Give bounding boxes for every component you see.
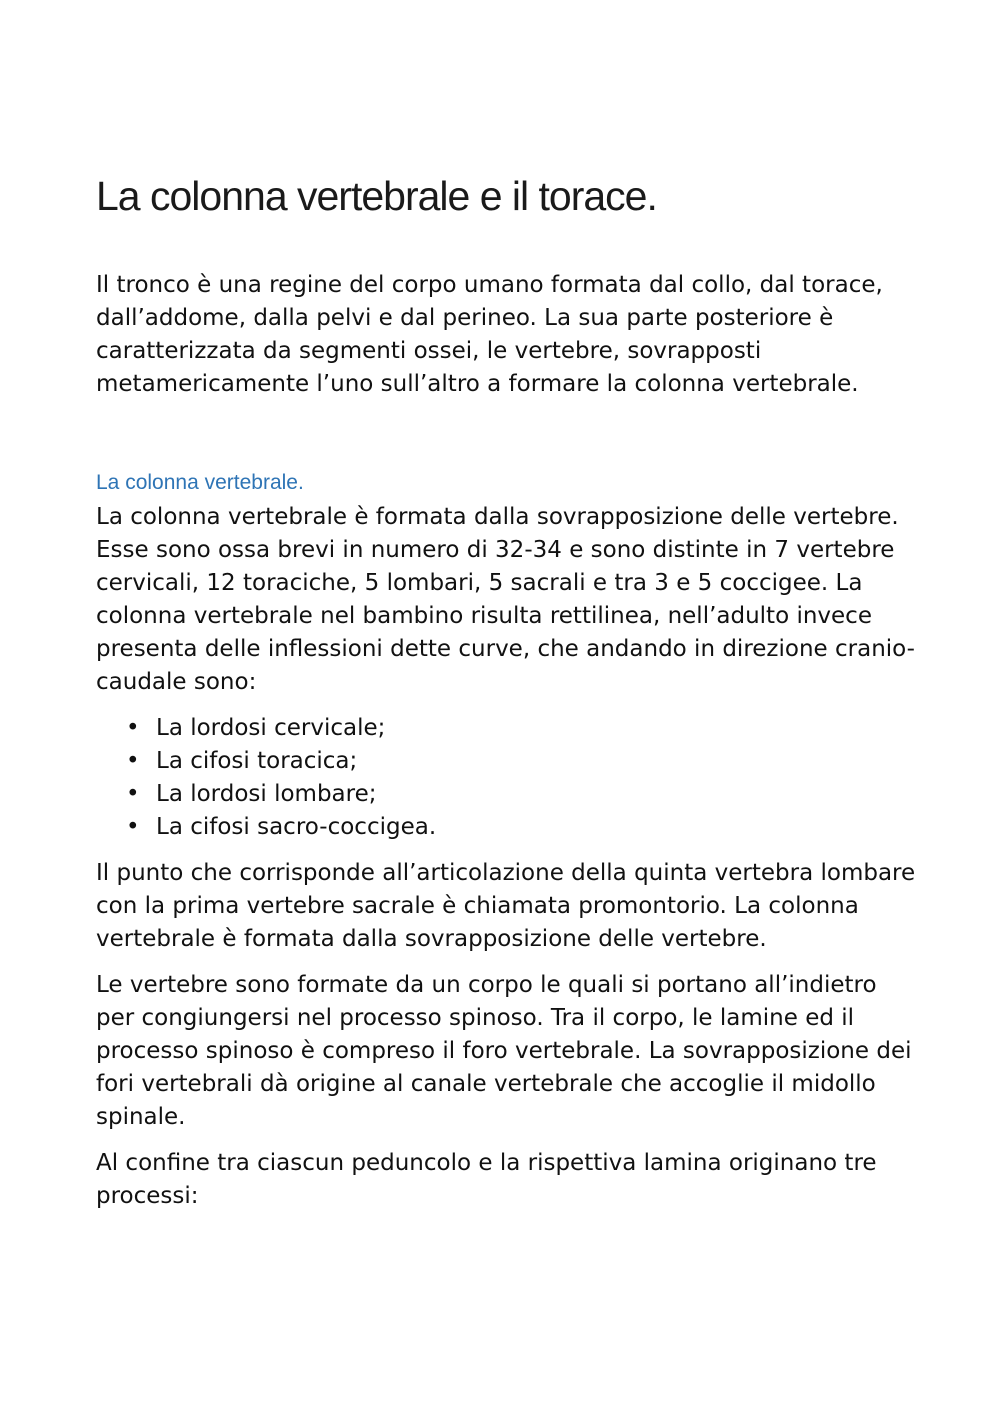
bullet-icon: • (126, 748, 140, 774)
document-page (96, 166, 916, 1213)
list-item-text: La cifosi sacro-coccigea. (156, 814, 437, 840)
list-item-text: La lordosi lombare; (156, 781, 377, 807)
curves-list (96, 712, 916, 844)
section-paragraph-3: Le vertebre sono formate da un corpo le quali si portano all’indietro per congiungersi nel processo spinoso. Tra il corpo, le lamine ed il processo spinoso è compreso il foro vertebrale. La sovrapposizione dei fori vertebrali dà origine al canale vertebrale che accoglie il midollo spinale. (96, 972, 912, 1130)
list-item (96, 778, 916, 811)
bullet-icon: • (126, 781, 140, 807)
bullet-icon: • (126, 715, 140, 741)
section-paragraph-4: Al confine tra ciascun peduncolo e la rispettiva lamina originano tre processi: (96, 1150, 877, 1209)
section-paragraph-1: La colonna vertebrale è formata dalla sovrapposizione delle vertebre. Esse sono ossa brevi in numero di 32-34 e sono distinte in 7 vertebre cervicali, 12 toraciche, 5 lombari, 5 sacrali e tra 3 e 5 coccigee. La colonna vertebrale nel bambino risulta rettilinea, nell’adulto invece presenta delle inflessioni dette curve, che andando in direzione cranio-caudale sono: (96, 504, 915, 695)
list-item-text: La cifosi toracica; (156, 748, 358, 774)
section-heading: La colonna vertebrale. (96, 471, 304, 494)
page-title: La colonna vertebrale e il torace. (96, 173, 657, 219)
list-item (96, 745, 916, 778)
list-item (96, 712, 916, 745)
list-item (96, 811, 916, 844)
bullet-icon: • (126, 814, 140, 840)
intro-paragraph: Il tronco è una regine del corpo umano formata dal collo, dal torace, dall’addome, dalla pelvi e dal perineo. La sua parte posteriore è caratterizzata da segmenti ossei, le vertebre, sovrapposti metamericamente l’uno sull’altro a formare la colonna vertebrale. (96, 272, 883, 397)
section-paragraph-2: Il punto che corrisponde all’articolazione della quinta vertebra lombare con la prima vertebre sacrale è chiamata promontorio. La colonna vertebrale è formata dalla sovrapposizione delle vertebre. (96, 860, 916, 952)
list-item-text: La lordosi cervicale; (156, 715, 386, 741)
